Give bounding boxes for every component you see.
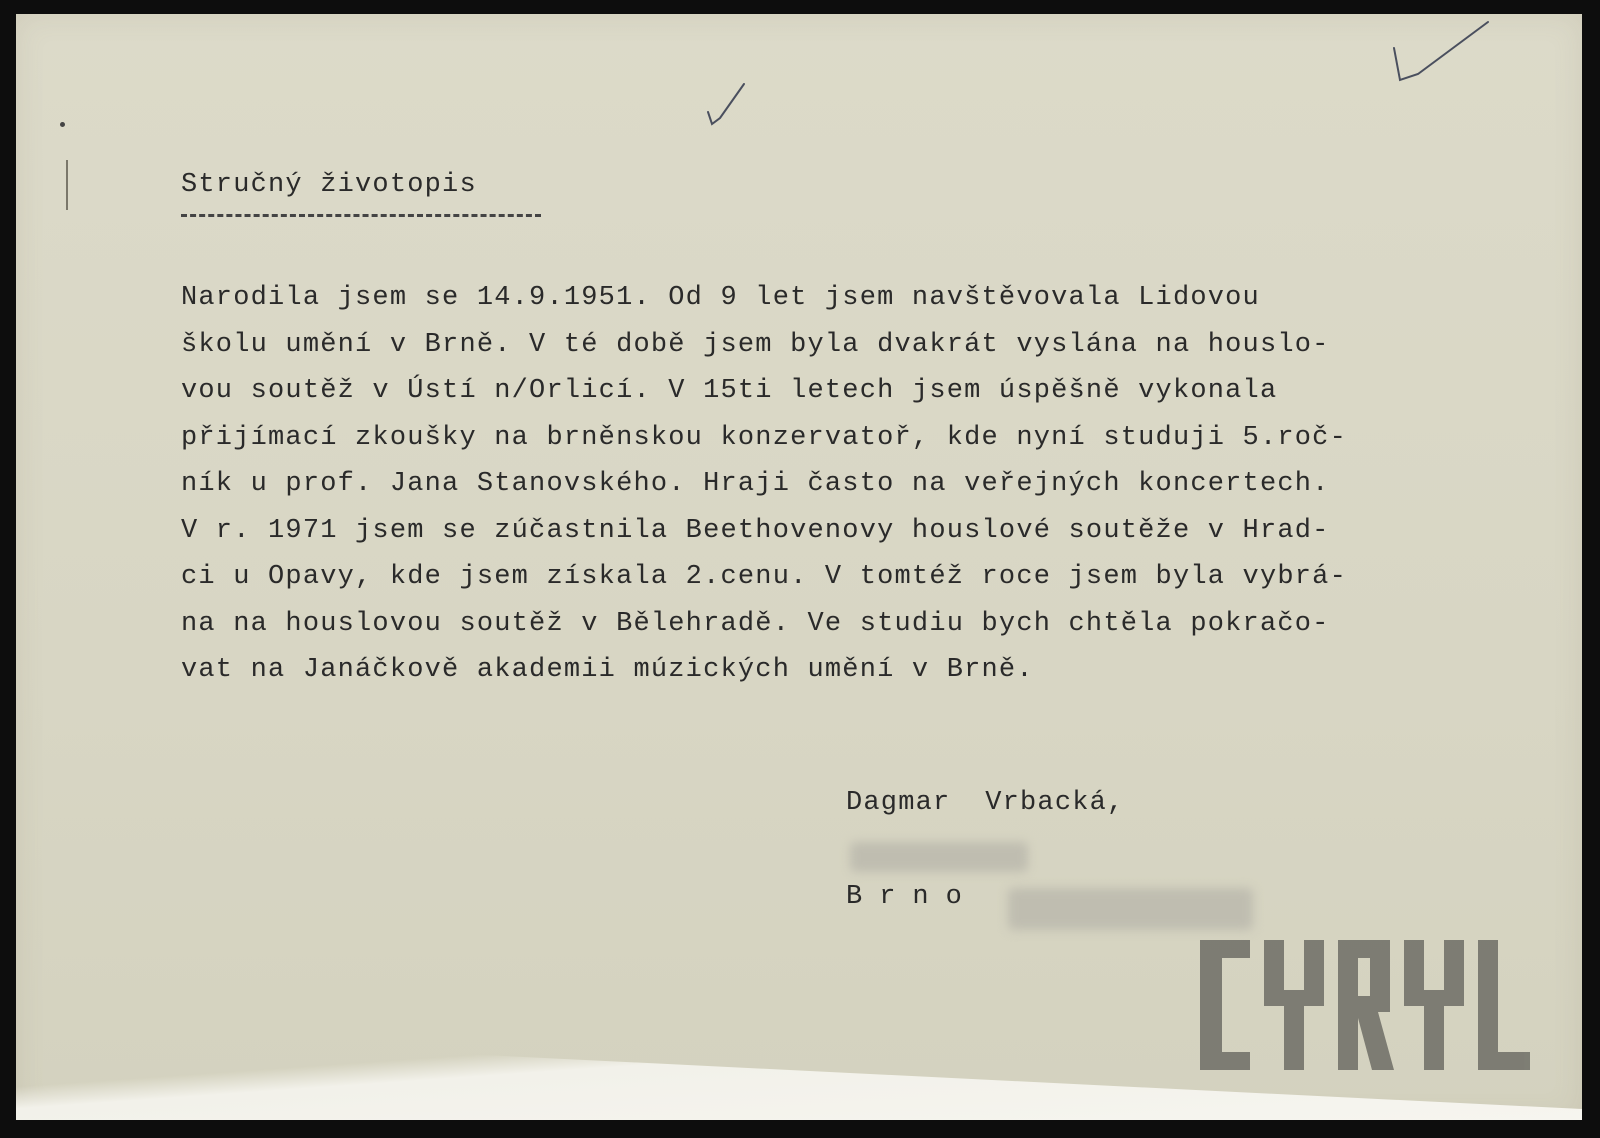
cyryl-watermark-logo (1200, 930, 1530, 1080)
redacted-block (1008, 888, 1253, 930)
signature-name: Dagmar Vrbacká, (846, 788, 1125, 818)
body-paragraph (181, 275, 1347, 694)
body-line: Narodila jsem se 14.9.1951. Od 9 let jsem navštěvovala Lidovou (181, 283, 1260, 313)
body-line: na na houslovou soutěž v Bělehradě. Ve studiu bych chtěla pokračo- (181, 608, 1330, 639)
document-title: Stručný životopis (181, 170, 477, 200)
body-line: V r. 1971 jsem se zúčastnila Beethovenovy houslové soutěže v Hrad- (181, 515, 1330, 546)
body-line: přijímací zkoušky na brněnskou konzervatoř, kde nyní studuji 5.roč- (181, 422, 1347, 453)
title-underline (181, 214, 541, 217)
body-line: vat na Janáčkově akademii múzických umění v Brně. (181, 655, 1034, 685)
body-line: ci u Opavy, kde jsem získala 2.cenu. V tomtéž roce jsem byla vybrá- (181, 562, 1347, 592)
signature-city: Brno (846, 882, 979, 912)
body-line: ník u prof. Jana Stanovského. Hraji často na veřejných koncertech. (181, 469, 1330, 499)
paper-speck (60, 122, 65, 127)
body-line: vou soutěž v Ústí n/Orlicí. V 15ti letech jsem úspěšně vykonala (181, 376, 1278, 406)
paper-speck (66, 160, 68, 210)
redacted-block (850, 842, 1028, 872)
check-mark-icon (700, 78, 760, 130)
check-mark-icon (1388, 18, 1498, 88)
body-line: školu umění v Brně. V té době jsem byla dvakrát vyslána na houslo- (181, 329, 1330, 360)
